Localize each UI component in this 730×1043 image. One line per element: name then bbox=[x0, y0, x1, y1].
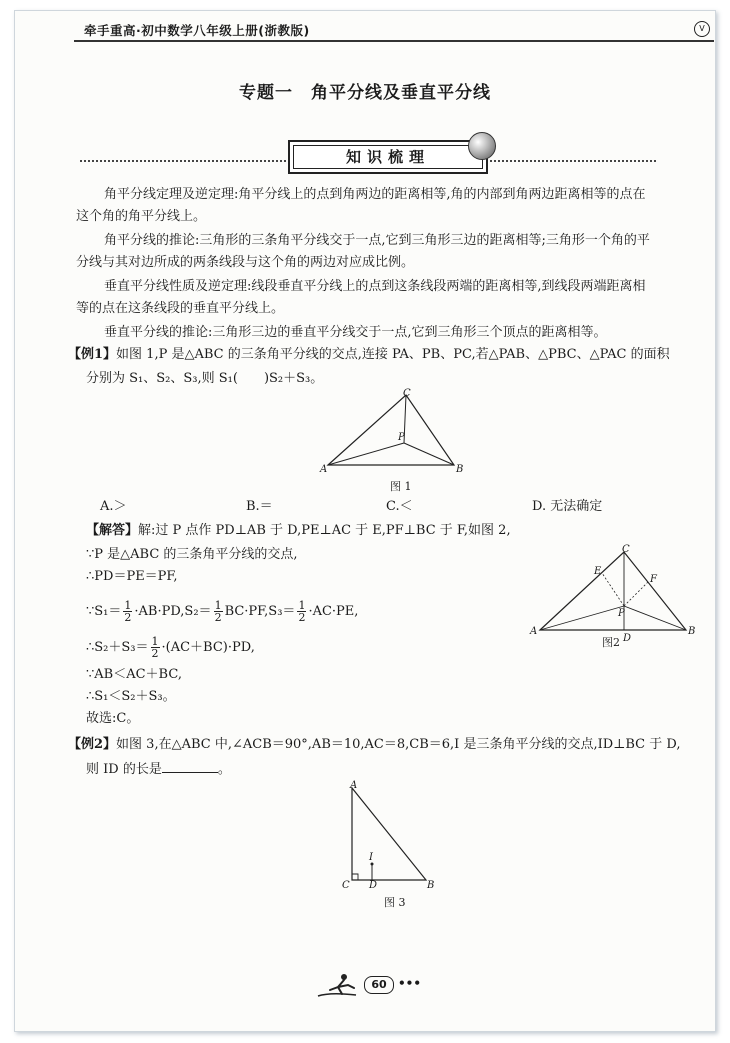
fig2-label-b: B bbox=[688, 626, 696, 637]
figure1-caption: 图 1 bbox=[390, 480, 412, 493]
option-c: C.＜ bbox=[386, 499, 413, 514]
example2-line2-lead: 则 ID 的长是 bbox=[86, 762, 162, 777]
section-heading-box bbox=[288, 140, 488, 174]
fig2-label-a: A bbox=[530, 626, 538, 637]
knowledge-p1: 角平分线定理及逆定理:角平分线上的点到角两边的距离相等,角的内部到角两边距离相等的点在 bbox=[104, 187, 646, 202]
fig3-label-c: C bbox=[342, 880, 350, 890]
section-heading: 知识梳理 bbox=[293, 145, 483, 169]
option-b: B.＝ bbox=[246, 499, 273, 514]
solution-line2: ∵P 是△ABC 的三条角平分线的交点, bbox=[86, 547, 298, 562]
knowledge-p3b: 等的点在这条线段的垂直平分线上。 bbox=[76, 301, 285, 316]
solution-line6: ∵AB＜AC＋BC, bbox=[86, 667, 182, 682]
solution-line5-tail: ·(AC＋BC)·PD, bbox=[161, 640, 255, 655]
fig2-line-pe bbox=[602, 573, 624, 606]
example1-line1: 如图 1,P 是△ABC 的三条角平分线的交点,连接 PA、PB、PC,若△PAB、△PBC、△PAC 的面积 bbox=[116, 347, 670, 362]
solution-line5 bbox=[86, 636, 255, 659]
example2-line2 bbox=[86, 760, 231, 779]
solution-line7: ∴S₁＜S₂＋S₃。 bbox=[86, 689, 176, 704]
example2-question bbox=[68, 736, 680, 754]
solution-line8: 故选:C。 bbox=[86, 711, 140, 726]
fig1-label-p: P bbox=[398, 432, 405, 443]
runner-icon bbox=[316, 972, 362, 998]
solution-line4-tail: ·AC·PE, bbox=[308, 604, 359, 619]
fraction-numerator: 1 bbox=[214, 599, 222, 612]
figure-3 bbox=[336, 780, 446, 890]
fig3-right-angle-mark bbox=[352, 874, 358, 880]
fig3-label-a: A bbox=[350, 780, 358, 791]
solution-s2-lead: ·AB·PD,S₂＝ bbox=[134, 604, 212, 619]
example2-line1: 如图 3,在△ABC 中,∠ACB＝90°,AB＝10,AC＝8,CB＝6,I 是三条角平分线的交点,ID⊥BC 于 D, bbox=[116, 737, 681, 752]
fraction-numerator: 1 bbox=[124, 599, 132, 612]
example1-label: 【例1】 bbox=[68, 347, 117, 362]
example1-question bbox=[68, 346, 670, 364]
solution-line3: ∴PD＝PE＝PF, bbox=[86, 569, 178, 584]
fig2-label-d: D bbox=[623, 633, 632, 642]
divider-left bbox=[80, 160, 286, 162]
fraction-numerator: 1 bbox=[298, 599, 306, 612]
fig2-triangle bbox=[540, 552, 686, 630]
solution-line1 bbox=[86, 522, 511, 540]
fig1-label-a: A bbox=[320, 464, 328, 475]
figure2-caption: 图2 bbox=[602, 636, 620, 649]
solution-s3-lead: BC·PF,S₃＝ bbox=[224, 604, 296, 619]
fig2-label-e: E bbox=[594, 566, 602, 577]
fraction-half bbox=[297, 600, 306, 623]
fraction-denominator: 2 bbox=[214, 611, 222, 624]
fig3-label-d: D bbox=[369, 880, 378, 890]
fig3-label-i: I bbox=[369, 852, 373, 863]
option-a: A.＞ bbox=[100, 499, 127, 514]
figure-2 bbox=[524, 542, 704, 642]
circle-badge-icon: V bbox=[694, 21, 710, 37]
solution-line4 bbox=[86, 600, 358, 623]
ball-icon bbox=[468, 132, 496, 160]
fig3-triangle bbox=[352, 788, 426, 880]
footer-dots: ••• bbox=[398, 976, 422, 990]
fig2-line-pf bbox=[624, 582, 648, 606]
divider-right bbox=[486, 160, 656, 162]
fig2-label-p: P bbox=[618, 608, 625, 619]
fig2-label-f: F bbox=[650, 574, 657, 585]
figure-1 bbox=[310, 388, 470, 478]
page-footer bbox=[316, 972, 426, 998]
example2-label: 【例2】 bbox=[68, 737, 117, 752]
page-title: 专题一 角平分线及垂直平分线 bbox=[239, 83, 491, 103]
option-d: D. 无法确定 bbox=[532, 499, 603, 514]
fraction-half bbox=[214, 600, 223, 623]
knowledge-p1b: 这个角的角平分线上。 bbox=[76, 209, 207, 224]
page-header bbox=[74, 18, 714, 42]
page-number: 60 bbox=[364, 976, 394, 994]
fig2-label-c: C bbox=[622, 544, 630, 555]
solution-label: 【解答】 bbox=[86, 523, 139, 538]
knowledge-p4: 垂直平分线的推论:三角形三边的垂直平分线交于一点,它到三角形三个顶点的距离相等。 bbox=[104, 325, 607, 340]
answer-blank[interactable] bbox=[162, 760, 218, 773]
fraction-denominator: 2 bbox=[124, 611, 132, 624]
solution-text1: 解:过 P 点作 PD⊥AB 于 D,PE⊥AC 于 E,PF⊥BC 于 F,如图 2, bbox=[138, 523, 511, 538]
solution-s1-lead: ∵S₁＝ bbox=[86, 604, 122, 619]
knowledge-p2b: 分线与其对边所成的两条线段与这个角的两边对应成比例。 bbox=[76, 255, 415, 270]
fig1-label-b: B bbox=[456, 464, 464, 475]
fig1-label-c: C bbox=[403, 388, 411, 399]
fraction-half bbox=[123, 600, 132, 623]
fraction-half bbox=[151, 636, 160, 659]
figure3-caption: 图 3 bbox=[384, 896, 406, 909]
header-title: 牵手重高·初中数学八年级上册(浙教版) bbox=[84, 23, 310, 38]
knowledge-p3: 垂直平分线性质及逆定理:线段垂直平分线上的点到这条线段两端的距离相等,到线段两端距离相 bbox=[104, 279, 646, 294]
example2-line2-tail: 。 bbox=[217, 762, 231, 777]
fig1-triangle bbox=[328, 395, 454, 465]
fraction-numerator: 1 bbox=[151, 635, 159, 648]
solution-sum-lead: ∴S₂＋S₃＝ bbox=[86, 640, 149, 655]
fraction-denominator: 2 bbox=[298, 611, 306, 624]
knowledge-p2: 角平分线的推论:三角形的三条角平分线交于一点,它到三角形三边的距离相等;三角形一个角的平 bbox=[104, 233, 650, 248]
fig3-label-b: B bbox=[427, 880, 435, 890]
fraction-denominator: 2 bbox=[151, 647, 159, 660]
example1-line2: 分别为 S₁、S₂、S₃,则 S₁( )S₂＋S₃。 bbox=[86, 371, 324, 386]
